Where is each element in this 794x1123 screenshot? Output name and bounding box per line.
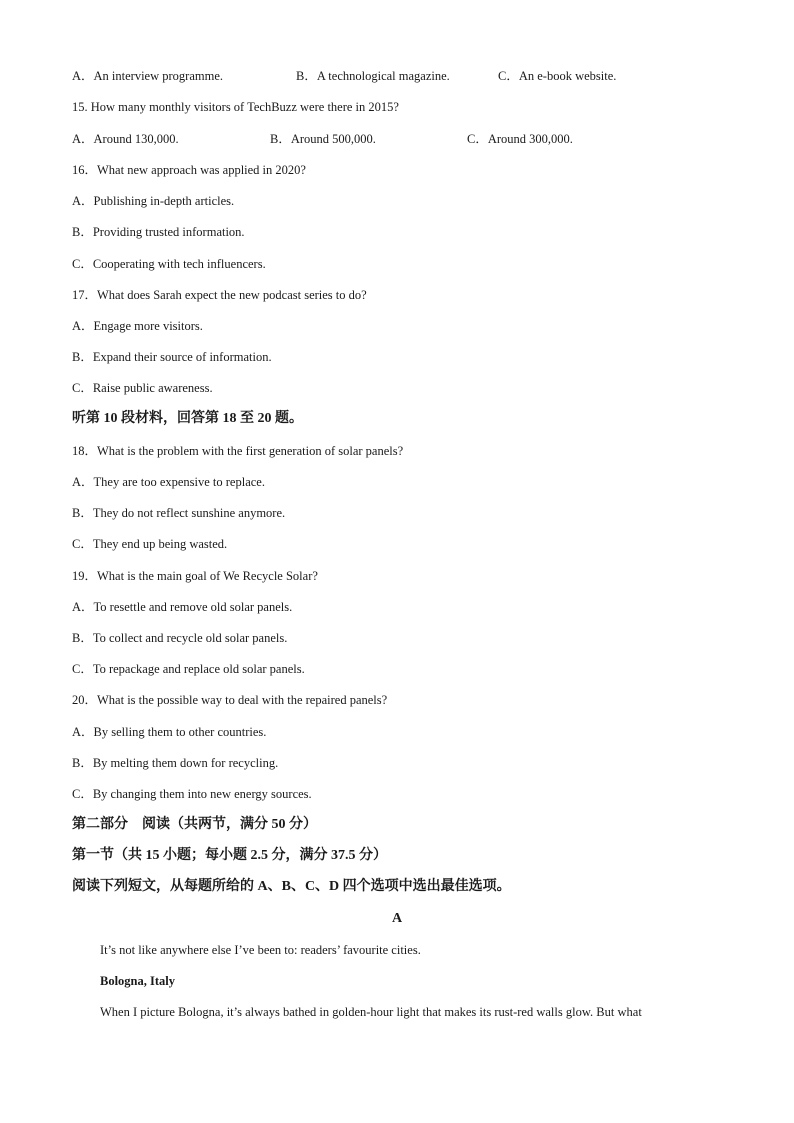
q16-stem: 16．What new approach was applied in 2020? — [72, 163, 306, 177]
q19-option-c: C．To repackage and replace old solar panels. — [72, 662, 305, 676]
q17-option-a: A．Engage more visitors. — [72, 319, 203, 333]
q20-option-c: C．By changing them into new energy sources. — [72, 787, 312, 801]
q19-option-b: B．To collect and recycle old solar panels. — [72, 631, 288, 645]
passage-intro: It’s not like anywhere else I’ve been to: readers’ favourite cities. — [100, 943, 421, 957]
q15-option-b: B．Around 500,000. — [270, 132, 376, 146]
q18-option-a: A．They are too expensive to replace. — [72, 475, 265, 489]
q18-option-b: B．They do not reflect sunshine anymore. — [72, 506, 286, 520]
q17-stem: 17．What does Sarah expect the new podcast series to do? — [72, 288, 367, 302]
part-2-section-1-heading: 第一节（共 15 小题；每小题 2.5 分，满分 37.5 分） — [72, 848, 387, 863]
passage-letter: A — [391, 911, 403, 926]
reading-instruction: 阅读下列短文，从每题所给的 A、B、C、D 四个选项中选出最佳选项。 — [72, 879, 511, 894]
q16-option-a: A．Publishing in-depth articles. — [72, 194, 235, 208]
q17-option-c: C．Raise public awareness. — [72, 381, 213, 395]
q16-option-b: B．Providing trusted information. — [72, 225, 245, 239]
q14-option-c: C．An e-book website. — [498, 69, 617, 83]
q14-option-a: A．An interview programme. — [72, 69, 224, 83]
q15-stem: 15. How many monthly visitors of TechBuzz were there in 2015? — [72, 100, 399, 114]
q19-stem: 19．What is the main goal of We Recycle Solar? — [72, 569, 318, 583]
q16-option-c: C．Cooperating with tech influencers. — [72, 257, 266, 271]
q20-option-a: A．By selling them to other countries. — [72, 725, 267, 739]
q15-option-a: A．Around 130,000. — [72, 132, 179, 146]
q20-stem: 20．What is the possible way to deal with the repaired panels? — [72, 693, 388, 707]
q15-option-c: C．Around 300,000. — [467, 132, 573, 146]
q14-option-b: B．A technological magazine. — [296, 69, 450, 83]
q17-option-b: B．Expand their source of information. — [72, 350, 272, 364]
q20-option-b: B．By melting them down for recycling. — [72, 756, 279, 770]
section-10-heading: 听第 10 段材料，回答第 18 至 20 题。 — [72, 411, 303, 426]
part-2-heading: 第二部分 阅读（共两节，满分 50 分） — [72, 817, 317, 832]
q18-stem: 18．What is the problem with the first generation of solar panels? — [72, 444, 404, 458]
q18-option-c: C．They end up being wasted. — [72, 537, 228, 551]
passage-paragraph-1: When I picture Bologna, it’s always bathed in golden-hour light that makes its rust-red walls glow. But what — [100, 1005, 642, 1019]
q19-option-a: A．To resettle and remove old solar panels. — [72, 600, 293, 614]
passage-heading: Bologna, Italy — [100, 974, 176, 988]
